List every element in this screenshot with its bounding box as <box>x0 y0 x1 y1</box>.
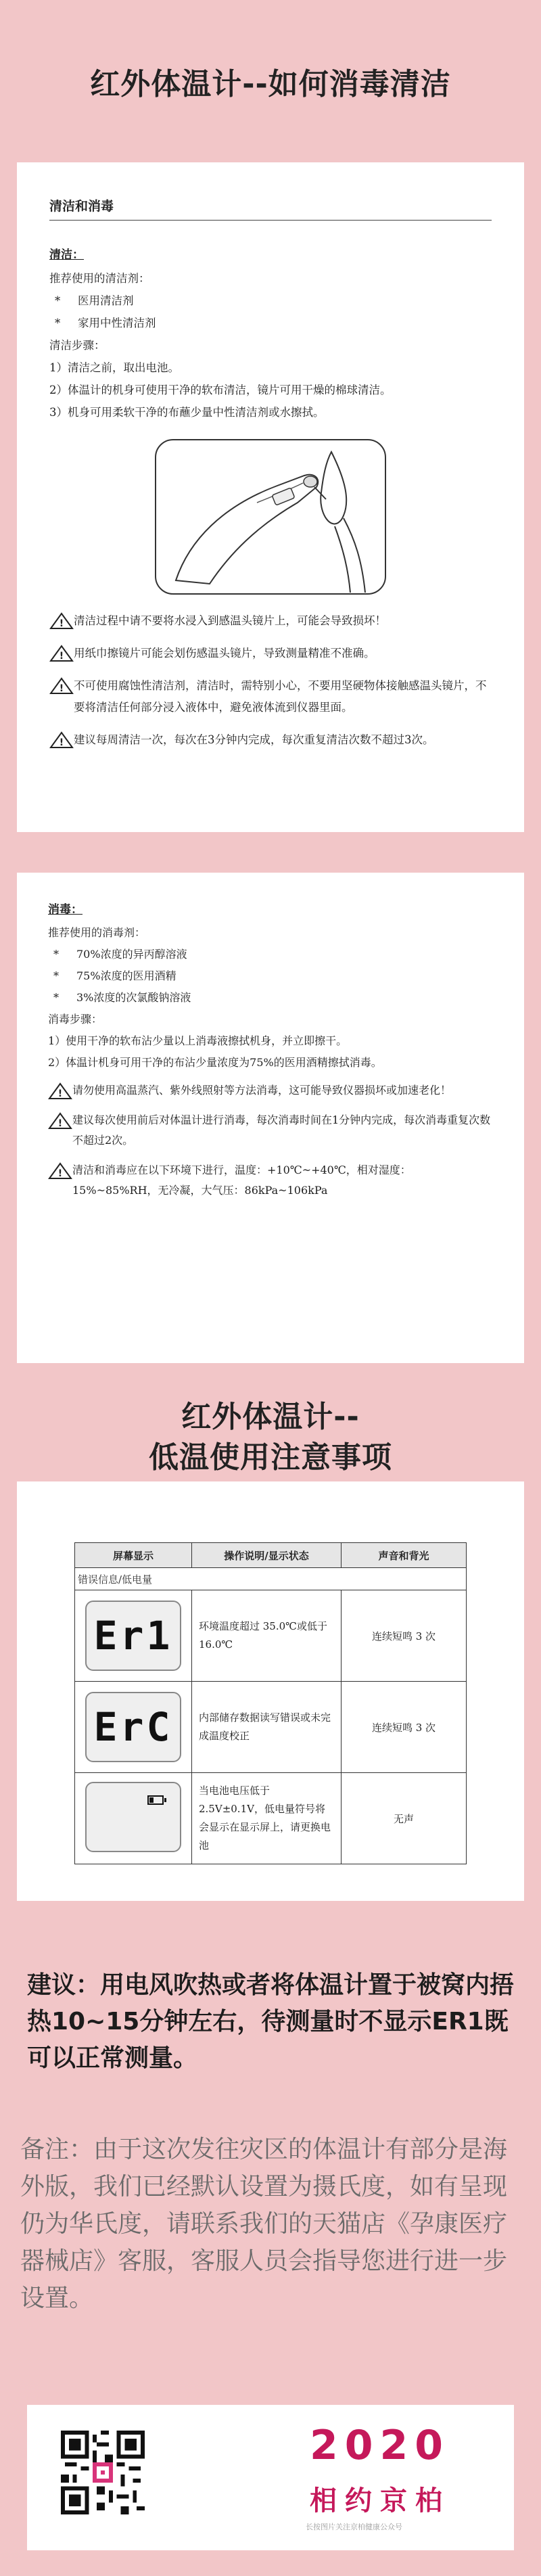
thermometer-cleaning-illustration <box>128 438 413 595</box>
lcd-display <box>85 1782 181 1852</box>
warning-icon <box>48 1082 72 1100</box>
list-item: * 医用清洁剂 <box>55 294 134 307</box>
table-row <box>75 1682 467 1773</box>
error-table <box>74 1542 467 1864</box>
brand-subtitle: 长按图片关注京柏健康公众号 <box>306 2523 402 2531</box>
lcd-display: ErC <box>85 1692 181 1762</box>
warning-icon <box>49 612 74 630</box>
table-cell: 内部储存数据读写错误或未完成温度校正 <box>192 1682 342 1773</box>
cleaning-recommend-label: 推荐使用的清洁剂： <box>49 272 150 285</box>
warning-icon <box>49 731 74 749</box>
brand-year: 2020 <box>310 2422 450 2469</box>
warning-icon <box>48 1112 72 1130</box>
disinfection-sub-title: 消毒： <box>48 903 83 917</box>
list-item: 1）使用干净的软布沾少量以上消毒液擦拭机身，并立即擦干。 <box>48 1034 348 1047</box>
qr-code-icon <box>61 2431 145 2514</box>
table-cell: 连续短鸣 3 次 <box>342 1590 467 1682</box>
svg-text:!: ! <box>57 1168 63 1179</box>
list-item: * 70%浓度的异丙醇溶液 <box>53 948 187 961</box>
cleaning-section-title: 清洁和消毒 <box>49 196 492 221</box>
table-sub-header: 错误信息/低电量 <box>75 1568 467 1590</box>
list-item: * 75%浓度的医用酒精 <box>53 969 177 982</box>
table-cell: 环境温度超过 35.0℃或低于 16.0℃ <box>192 1590 342 1682</box>
list-item: 2）体温计的机身可使用干净的软布清洁，镜片可用干燥的棉球清洁。 <box>49 384 392 396</box>
warning-item: ! 建议每周清洁一次，每次在3分钟内完成，每次重复清洁次数不超过3次。 <box>49 729 492 751</box>
page-title: 红外体温计--如何消毒清洁 <box>90 67 451 101</box>
section-title-line1: 红外体温计-- <box>181 1400 360 1434</box>
low-battery-icon <box>147 1795 164 1805</box>
note-text: 备注：由于这次发往灾区的体温计有部分是海外版，我们已经默认设置为摄氏度，如有呈现仍为华氏度，请联系我们的天猫店《孕康医疗器械店》客服，客服人员会指导您进行进一步设置。 <box>20 2136 508 2312</box>
section-title-line2: 低温使用注意事项 <box>149 1440 392 1475</box>
warning-icon <box>49 645 74 662</box>
warning-icon <box>49 677 74 695</box>
list-item: * 家用中性清洁剂 <box>55 317 156 329</box>
warning-item: ! 不可使用腐蚀性清洁剂，清洁时，需特别小心，不要用坚硬物体接触感温头镜片，不要将清洁任何部分浸入液体中，避免液体流到仪器里面。 <box>49 675 492 718</box>
warning-item: ! 请勿使用高温蒸汽、紫外线照射等方法消毒，这可能导致仪器损坏或加速老化！ <box>48 1080 493 1101</box>
cleaning-steps-label: 清洁步骤： <box>49 339 105 352</box>
suggestion-text: 建议：用电风吹热或者将体温计置于被窝内捂热10~15分钟左右，待测量时不显示ER1既可以正常测量。 <box>27 1971 515 2072</box>
svg-text:!: ! <box>57 1118 63 1129</box>
warning-item: ! 用纸巾擦镜片可能会划伤感温头镜片，导致测量精准不准确。 <box>49 643 492 664</box>
svg-text:!: ! <box>59 737 64 748</box>
footer-banner <box>27 2405 514 2550</box>
warning-icon <box>48 1162 72 1180</box>
warning-item: ! 建议每次使用前后对体温计进行消毒，每次消毒时间在1分钟内完成，每次消毒重复次数不超过2次。 <box>48 1110 493 1151</box>
table-header: 声音和背光 <box>342 1543 467 1568</box>
table-row <box>75 1590 467 1682</box>
svg-text:!: ! <box>59 683 64 694</box>
svg-text:!: ! <box>57 1088 63 1099</box>
cleaning-card <box>17 162 524 832</box>
table-header: 屏幕显示 <box>75 1543 192 1568</box>
disinfection-recommend-label: 推荐使用的消毒剂： <box>48 926 146 939</box>
list-item: 1）清洁之前，取出电池。 <box>49 361 179 374</box>
disinfection-steps-label: 消毒步骤： <box>48 1013 103 1026</box>
list-item: 2）体温计机身可用干净的布沾少量浓度为75%的医用酒精擦拭消毒。 <box>48 1056 382 1069</box>
list-item: 3）机身可用柔软干净的布蘸少量中性清洁剂或水擦拭。 <box>49 406 325 419</box>
brand-name: 相约京柏 <box>310 2485 450 2516</box>
cleaning-sub-title: 清洁： <box>49 248 84 262</box>
warning-item: ! 清洁和消毒应在以下环境下进行，温度：+10℃~+40℃，相对湿度：15%~85%RH，无冷凝，大气压：86kPa~106kPa <box>48 1160 493 1201</box>
svg-text:!: ! <box>59 651 64 662</box>
table-cell: 当电池电压低于 2.5V±0.1V，低电量符号将会显示在显示屏上，请更换电池 <box>192 1773 342 1864</box>
list-item: * 3%浓度的次氯酸钠溶液 <box>53 991 191 1004</box>
table-cell: 连续短鸣 3 次 <box>342 1682 467 1773</box>
lcd-display: Er1 <box>85 1601 181 1671</box>
table-cell: 无声 <box>342 1773 467 1864</box>
table-header: 操作说明/显示状态 <box>192 1543 342 1568</box>
svg-text:!: ! <box>59 618 64 629</box>
disinfection-card <box>17 873 524 1363</box>
error-table-card <box>17 1481 524 1901</box>
warning-item: ! 清洁过程中请不要将水浸入到感温头镜片上，可能会导致损坏！ <box>49 610 492 632</box>
table-row <box>75 1773 467 1864</box>
